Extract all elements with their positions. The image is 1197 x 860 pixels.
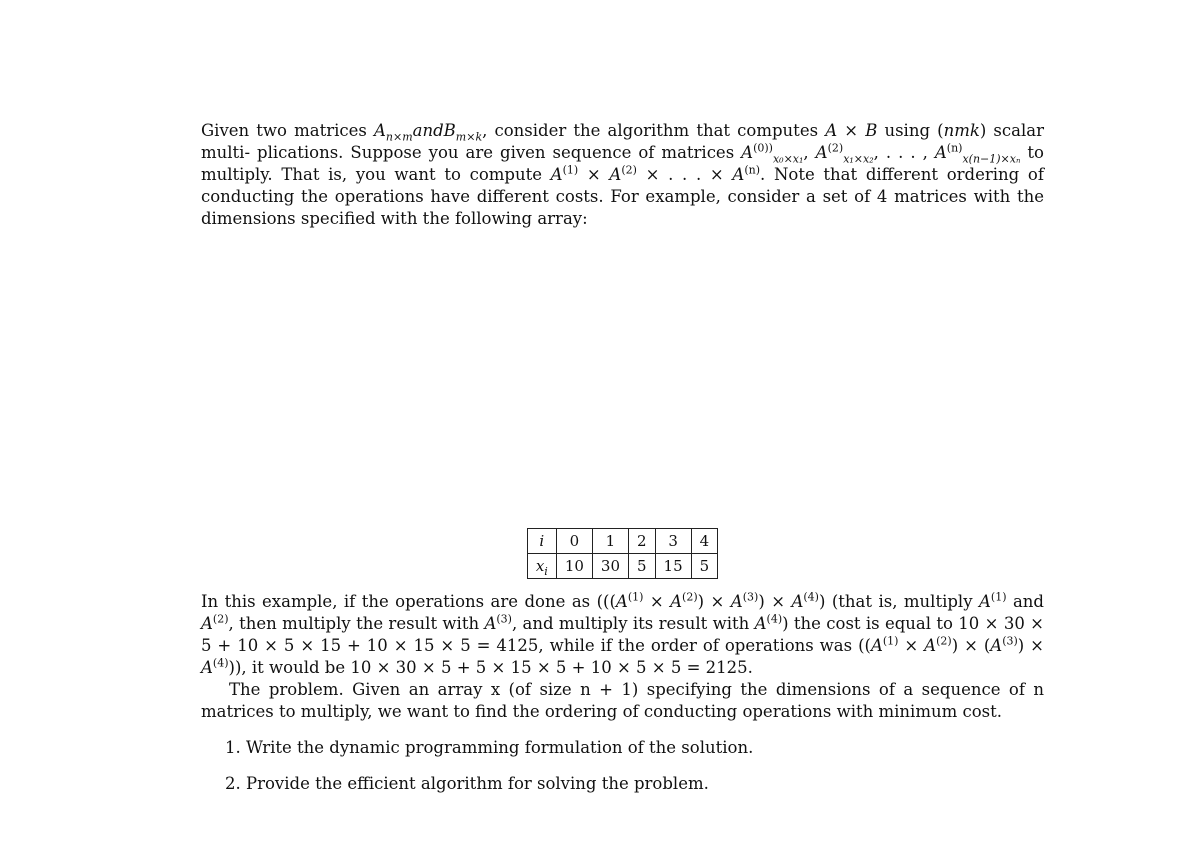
intro-text: . Note that different ordering of conducting the operations have [201,165,1044,206]
table-row [527,554,717,579]
dimensions-table [527,528,718,579]
problem-paragraph: The problem. Given an array x (of size n + 1) specifying the dimensions of a sequence of n matrices to multiply, we want to find the ordering of conducting operations with minimum cost. [201,680,1044,721]
table-cell: 0 [556,529,592,554]
table-header-cell: $x_i$ [527,554,556,579]
intro-text: , consider the algorithm that computes [482,121,826,140]
table-cell: 15 [655,554,691,579]
intro-text: Given two matrices [201,121,374,140]
table-cell: 2 [629,529,656,554]
table-cell: 5 [629,554,656,579]
intro-text: different costs. For example, consider a set of 4 matrices with the dimensions specified with the following [201,187,1044,228]
table-cell: 30 [592,554,628,579]
table-cell: 1 [592,529,628,554]
intro-text: using [877,121,938,140]
intro-text: to multiply. That is, [201,143,1044,184]
list-item: 2. Provide the efficient algorithm for solving the problem. [246,773,1044,795]
intro-text: you want to compute [355,165,551,184]
list-item: 1. Write the dynamic programming formulation of the solution. [246,737,1044,759]
table-cell: 4 [691,529,718,554]
task-list [201,737,1044,795]
intro-text: array: [537,209,588,228]
table-row [527,529,717,554]
table-header-cell: i [527,529,556,554]
table-cell: 3 [655,529,691,554]
intro-text: scalar multi- [201,121,1044,162]
intro-text: plications. Suppose you are given sequence of matrices [257,143,742,162]
example-paragraph: In this example, if the operations are done as $(((A^{(1)} \times A^{(2)}) \times A^{(3)}) \times A^{(4)})$ (that is, multiply $A^{(1)}$ and $A^{(2)}$, then multiply the result with $A^{(3)}$, and multiply its result with $A^{(4)}$) the cost is equal to 10 × 30 × 5 + 10 × 5 × 15 + 10 × 15 × 5 = 4125, while if the order of operations was $((A^{(1)} \times A^{(2)}) \times (A^{(3)}) \times A^{(4)})$), it would be 10 × 30 × 5 + 5 × 15 × 5 + 10 × 5 × 5 = 2125. [201,590,1044,677]
table-cell: 5 [691,554,718,579]
document-page [201,120,1044,809]
table-cell: 10 [556,554,592,579]
intro-paragraph: Given two matrices $A_{n\times m}andB_{m\times k}$, consider the algorithm that computes A × B using (nmk) scalar multi- plications. Suppose you are given sequence of matrices $A^{(0))}_{x_0\times x_1}$, $A^{(2)}_{x_1\times x_2}$, . . . , $A^{(n)}_{x(n-1)\times x_n}$ to multiply. That is, you want to compute $A^{(1)} \times A^{(2)}$ × . . . × $A^{(n)}$. Note that different ordering of conducting the operations have different costs. For example, consider a set of 4 matrices with the dimensions specified with the following array: [201,121,1044,228]
